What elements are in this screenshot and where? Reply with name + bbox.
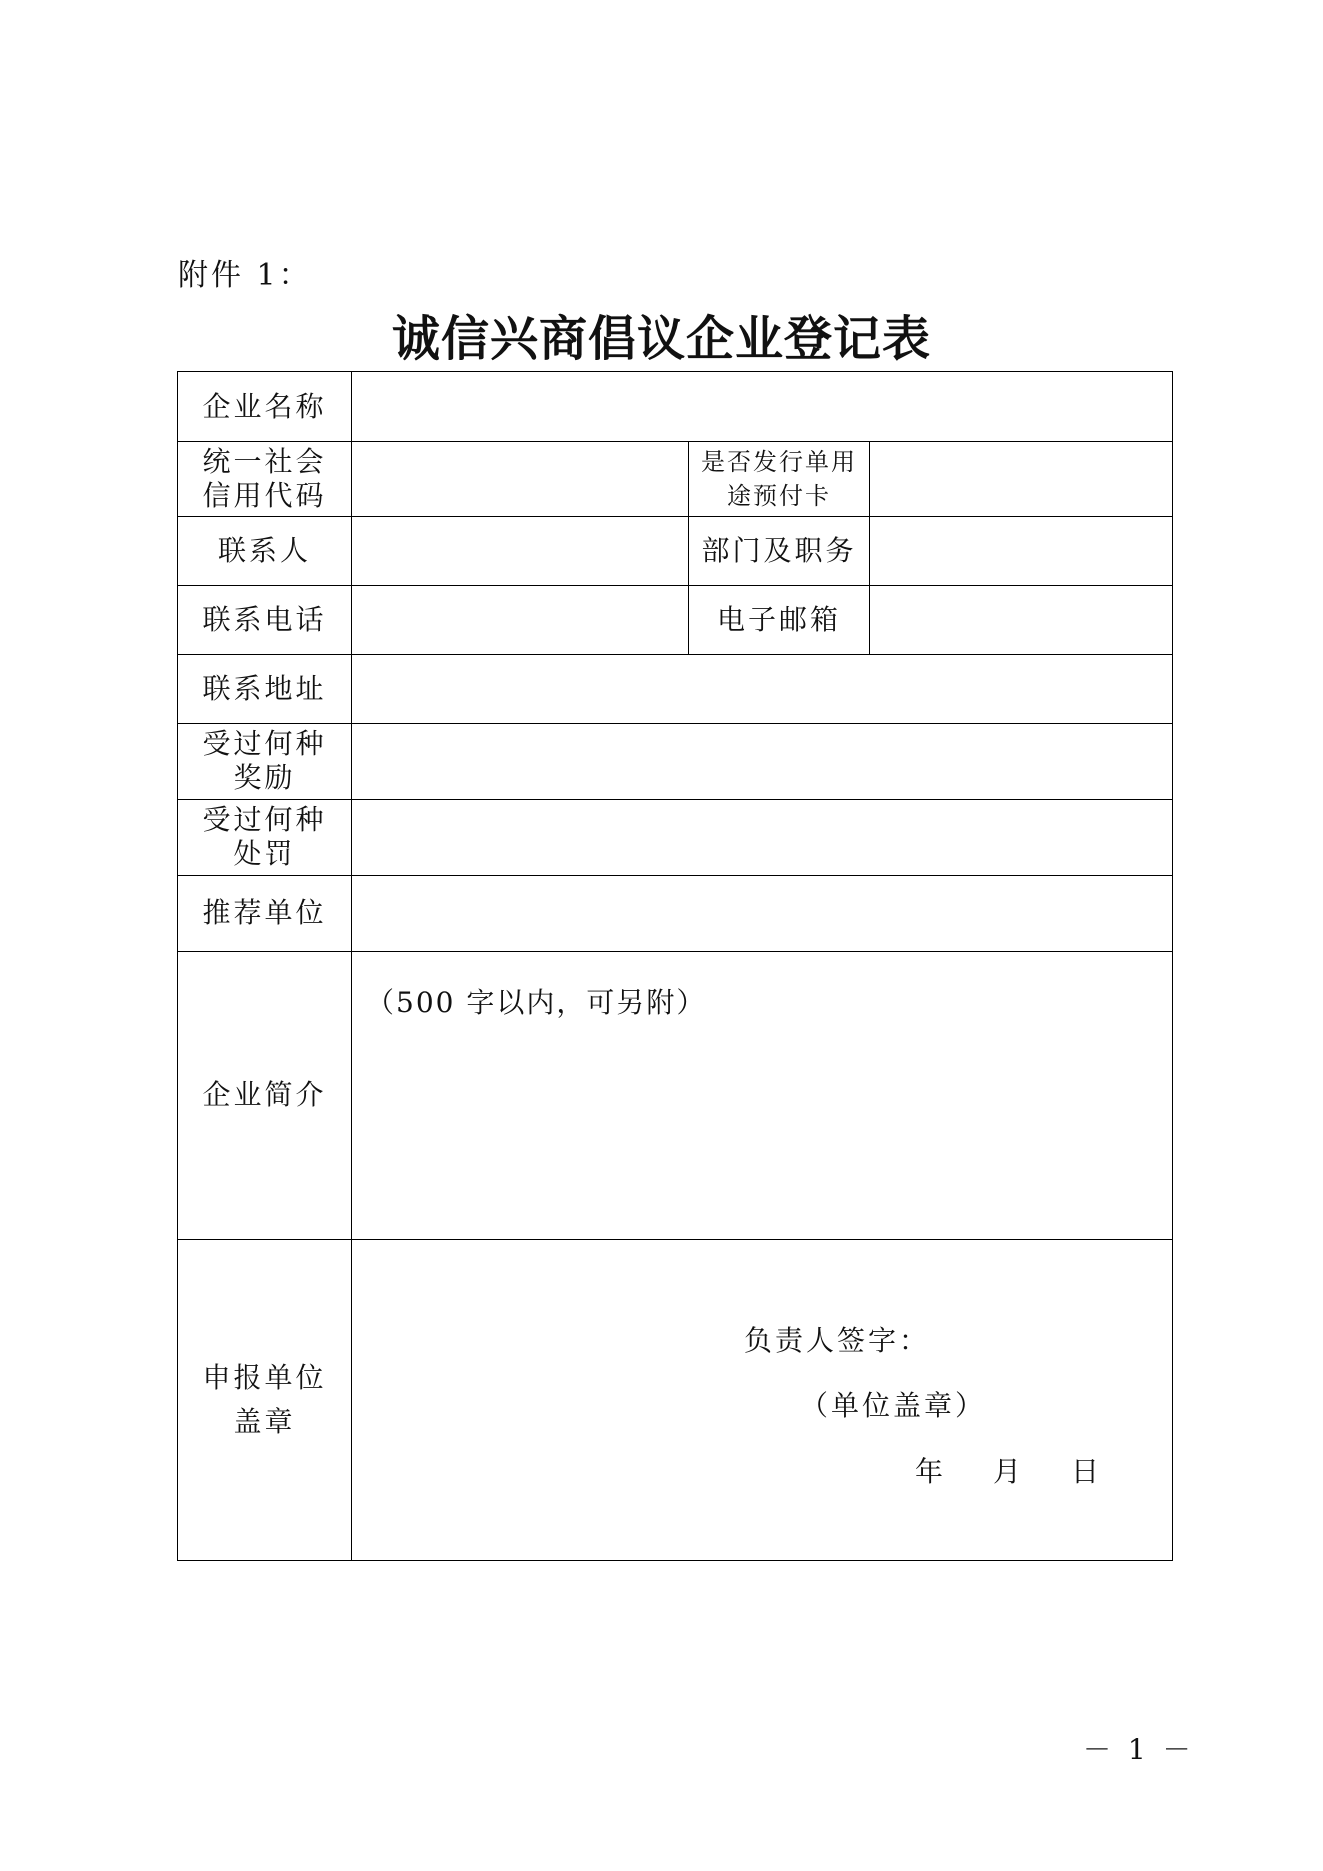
company-name-label: 企业名称 xyxy=(202,389,327,423)
page-number: － 1 － xyxy=(1083,1733,1195,1766)
registration-form xyxy=(177,371,1173,1561)
profile-note: （500 字以内，可另附） xyxy=(366,986,707,1019)
contact-address-field[interactable] xyxy=(352,654,1172,723)
signature-area[interactable] xyxy=(352,1239,1172,1560)
day-label: 日 xyxy=(1071,1455,1100,1488)
awards-field[interactable] xyxy=(352,723,1172,799)
contact-address-label: 联系地址 xyxy=(202,671,327,705)
department-position-field[interactable] xyxy=(870,516,1172,585)
credit-code-field[interactable] xyxy=(352,441,688,516)
company-profile-field[interactable] xyxy=(352,951,1172,1239)
email-label: 电子邮箱 xyxy=(716,602,841,636)
unit-seal-label: （单位盖章） xyxy=(800,1389,987,1422)
prepaid-card-label: 是否发行单用 途预付卡 xyxy=(701,447,857,510)
company-profile-label: 企业简介 xyxy=(202,1078,327,1111)
year-label: 年 xyxy=(915,1455,944,1488)
prepaid-card-field[interactable] xyxy=(870,441,1172,516)
recommending-unit-label: 推荐单位 xyxy=(202,896,327,929)
department-position-label: 部门及职务 xyxy=(701,533,857,567)
penalties-label: 受过何种 处罚 xyxy=(202,803,327,870)
awards-label: 受过何种 奖励 xyxy=(202,727,327,794)
month-label: 月 xyxy=(993,1455,1022,1488)
page-title: 诚信兴商倡议企业登记表 xyxy=(391,311,931,367)
contact-person-label: 联系人 xyxy=(217,533,311,567)
penalties-field[interactable] xyxy=(352,799,1172,875)
contact-person-field[interactable] xyxy=(352,516,688,585)
signer-label: 负责人签字： xyxy=(744,1324,931,1357)
seal-label: 申报单位 盖章 xyxy=(202,1360,327,1438)
recommending-unit-field[interactable] xyxy=(352,875,1172,951)
attachment-label: 附件 1： xyxy=(178,258,312,293)
credit-code-label: 统一社会 信用代码 xyxy=(202,444,327,512)
company-name-field[interactable] xyxy=(352,372,1172,441)
email-field[interactable] xyxy=(870,585,1172,654)
contact-phone-label: 联系电话 xyxy=(202,602,327,636)
contact-phone-field[interactable] xyxy=(352,585,688,654)
